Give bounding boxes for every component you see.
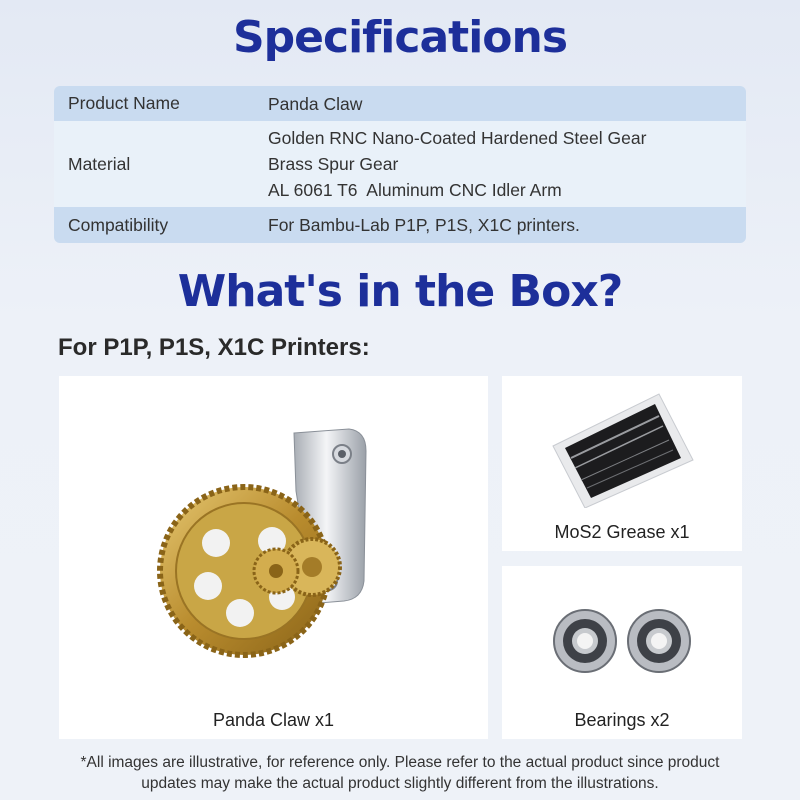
item-caption: MoS2 Grease x1 [554,522,690,542]
disclaimer-line: updates may make the actual product slightly different from the illustrations. [141,775,659,792]
item-caption: Panda Claw x1 [212,710,335,730]
bearings-image [547,606,697,676]
box-item-panda-claw [59,376,488,739]
box-item-mos2-grease [502,376,742,551]
disclaimer-line: *All images are illustrative, for reference only. Please refer to the actual product since product [80,754,720,771]
disclaimer [20,752,780,794]
panda-claw-image [144,421,414,661]
specifications-table [54,86,746,243]
spec-key: Product Name [68,93,180,113]
spec-value-line: For Bambu-Lab P1P, P1S, X1C printers. [268,215,580,235]
box-subheading: For P1P, P1S, X1C Printers: [58,334,370,361]
spec-value [268,207,746,243]
spec-value [268,121,746,207]
specifications-title: Specifications [232,12,568,63]
spec-value [268,86,746,121]
spec-value-line: Brass Spur Gear [268,154,399,174]
grease-packet-image [547,388,697,508]
spec-row-product-name [54,86,746,121]
spec-row-material [54,121,746,207]
spec-row-compatibility [54,207,746,243]
spec-value-line: AL 6061 T6 Aluminum CNC Idler Arm [268,180,562,200]
box-item-bearings [502,566,742,739]
spec-key: Compatibility [68,214,169,235]
spec-value-line: Golden RNC Nano-Coated Hardened Steel Gear [268,128,647,148]
spec-key: Material [68,153,131,174]
item-caption: Bearings x2 [574,710,670,730]
spec-value-line: Panda Claw [268,93,363,114]
whats-in-the-box-title: What's in the Box? [177,266,623,317]
